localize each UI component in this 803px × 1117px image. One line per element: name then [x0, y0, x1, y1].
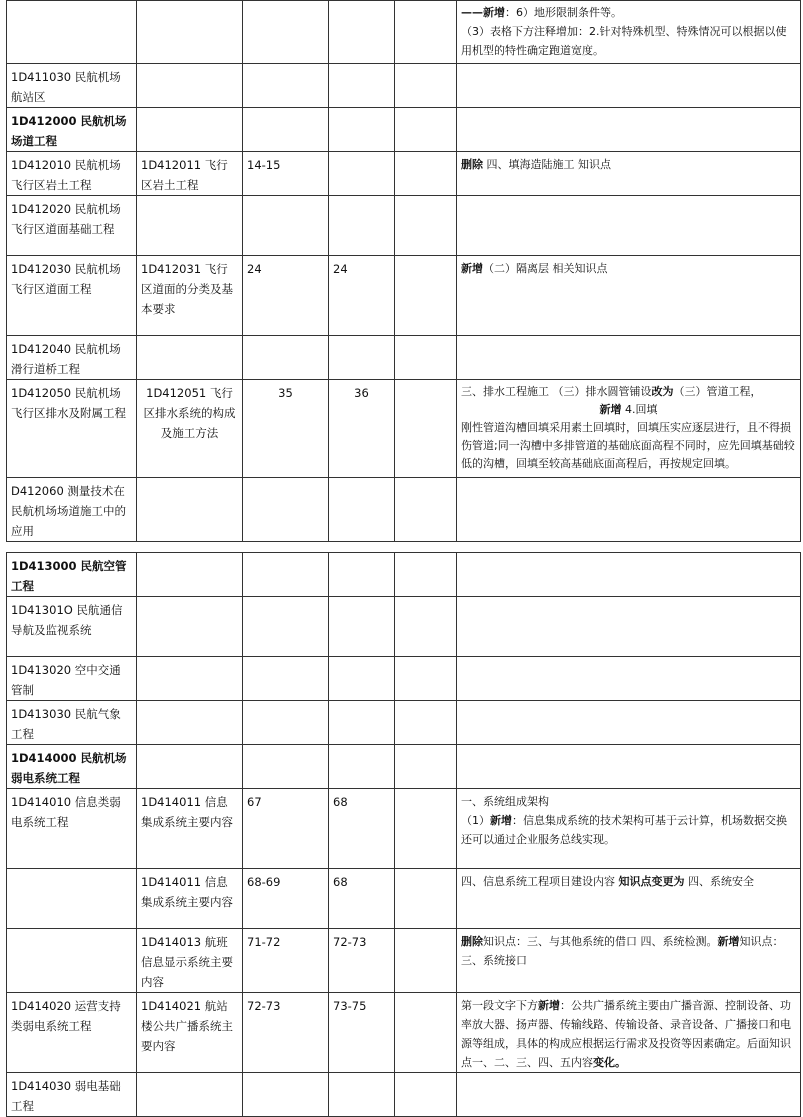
- old-page: 68-69: [243, 869, 329, 929]
- note-text: 知识点：三、系统接口: [461, 935, 784, 967]
- note-keyword: 删除: [461, 935, 483, 948]
- cell: [457, 478, 801, 542]
- old-page: 35: [243, 380, 329, 478]
- table-row: [7, 993, 801, 1073]
- note-keyword: 新增: [490, 814, 512, 827]
- section-code: D412060 测量技术在民航机场场道施工中的应用: [7, 478, 137, 542]
- cell: [329, 336, 395, 380]
- note-text: ：信息集成系统的技术架构可基于云计算，机场数据交换还可以通过企业服务总线实现。: [461, 814, 787, 846]
- cell: [243, 701, 329, 745]
- change-note: [457, 1, 801, 64]
- cell: [395, 336, 457, 380]
- cell: [457, 1073, 801, 1117]
- old-page: 67: [243, 789, 329, 869]
- item-code: 1D412031 飞行区道面的分类及基本要求: [137, 256, 243, 336]
- cell: [395, 597, 457, 657]
- new-page: 68: [329, 869, 395, 929]
- table-row: [7, 380, 801, 478]
- cell: [457, 336, 801, 380]
- cell: [7, 929, 137, 993]
- cell: [395, 745, 457, 789]
- cell: [329, 108, 395, 152]
- cell: [243, 597, 329, 657]
- old-page: 71-72: [243, 929, 329, 993]
- old-page: 14-15: [243, 152, 329, 196]
- cell: [137, 745, 243, 789]
- cell: [329, 701, 395, 745]
- cell: [137, 336, 243, 380]
- cell: [395, 657, 457, 701]
- note-text: 第一段文字下方: [461, 999, 538, 1012]
- cell: [243, 108, 329, 152]
- cell: [395, 701, 457, 745]
- section-code: 1D412030 民航机场飞行区道面工程: [7, 256, 137, 336]
- cell: [395, 108, 457, 152]
- cell: [329, 1, 395, 64]
- item-code: 1D414011 信息集成系统主要内容: [137, 869, 243, 929]
- table-row: [7, 108, 801, 152]
- cell: [243, 478, 329, 542]
- cell: [457, 745, 801, 789]
- note-text: 四、填海造陆施工 知识点: [483, 158, 611, 171]
- note-keyword: 删除: [461, 158, 483, 171]
- table-row: [7, 478, 801, 542]
- table-row: [7, 196, 801, 256]
- cell: [395, 196, 457, 256]
- cell: [395, 993, 457, 1073]
- new-page: 68: [329, 789, 395, 869]
- cell: [329, 1073, 395, 1117]
- note-text: 一、系统组成架构: [461, 795, 549, 808]
- table-row: [7, 869, 801, 929]
- cell: [7, 1, 137, 64]
- note-keyword: 新增: [538, 999, 560, 1012]
- cell: [395, 152, 457, 196]
- cell: [243, 336, 329, 380]
- cell: [243, 1, 329, 64]
- cell: [457, 701, 801, 745]
- note-text: （1）: [461, 814, 490, 827]
- section-code: 1D412050 民航机场飞行区排水及附属工程: [7, 380, 137, 478]
- old-page: 72-73: [243, 993, 329, 1073]
- cell: [395, 869, 457, 929]
- note-keyword: 新增: [717, 935, 740, 948]
- cell: [457, 657, 801, 701]
- item-code: 1D412051 飞行区排水系统的构成及施工方法: [137, 380, 243, 478]
- change-note: [457, 256, 801, 336]
- chapter-code: 1D414000 民航机场弱电系统工程: [7, 745, 137, 789]
- cell: [395, 380, 457, 478]
- section-code: 1D413030 民航气象工程: [7, 701, 137, 745]
- table-row: [7, 1073, 801, 1117]
- table-row: [7, 597, 801, 657]
- cell: [137, 701, 243, 745]
- cell: [243, 553, 329, 597]
- cell: [395, 478, 457, 542]
- cell: [243, 745, 329, 789]
- section-code: 1D412020 民航机场飞行区道面基础工程: [7, 196, 137, 256]
- new-page: 73-75: [329, 993, 395, 1073]
- note-text: 刚性管道沟槽回填采用素土回填时，回填压实应逐层进行，且不得损伤管道;同一沟槽中多排管道的基础底面高程不同时，应先回填基础较低的沟槽，回填至较高基础底面高程后，再按规定回填。: [461, 421, 795, 470]
- note-keyword: 新增: [461, 262, 483, 275]
- table-row: [7, 336, 801, 380]
- table-row: [7, 929, 801, 993]
- item-code: 1D412011 飞行区岩土工程: [137, 152, 243, 196]
- note-keyword: 变化。: [593, 1056, 626, 1069]
- table-row: [7, 745, 801, 789]
- cell: [329, 196, 395, 256]
- table-row: [7, 789, 801, 869]
- item-code: 1D414011 信息集成系统主要内容: [137, 789, 243, 869]
- cell: [329, 478, 395, 542]
- cell: [329, 657, 395, 701]
- section-code: 1D414030 弱电基础工程: [7, 1073, 137, 1117]
- note-text: 四、信息系统工程项目建设内容: [461, 875, 619, 888]
- note-text: （3）表格下方注释增加：2.针对特殊机型、特殊情况可以根据以使用机型的特性确定跑道宽度。: [461, 25, 787, 57]
- changes-table-part-1: [6, 0, 801, 542]
- cell: [243, 657, 329, 701]
- section-code: 1D412040 民航机场滑行道桥工程: [7, 336, 137, 380]
- change-note: [457, 929, 801, 993]
- note-text: 知识点：三、与其他系统的借口 四、系统检测。: [483, 935, 718, 948]
- cell: [329, 553, 395, 597]
- cell: [243, 196, 329, 256]
- cell: [457, 597, 801, 657]
- cell: [243, 64, 329, 108]
- cell: [137, 108, 243, 152]
- cell: [137, 553, 243, 597]
- change-note: [457, 993, 801, 1073]
- cell: [395, 256, 457, 336]
- change-note: [457, 869, 801, 929]
- note-keyword: ——新增: [461, 6, 505, 19]
- note-text: 三、排水工程施工 （三）排水圆管铺设: [461, 385, 652, 398]
- section-code: 1D414010 信息类弱电系统工程: [7, 789, 137, 869]
- table-row: [7, 64, 801, 108]
- note-text: 4.回填: [621, 403, 658, 416]
- item-code: 1D414013 航班信息显示系统主要内容: [137, 929, 243, 993]
- cell: [137, 64, 243, 108]
- note-text: （三）管道工程，: [673, 385, 762, 398]
- cell: [137, 597, 243, 657]
- cell: [329, 745, 395, 789]
- note-text: 四、系统安全: [684, 875, 754, 888]
- cell: [395, 553, 457, 597]
- table-row: [7, 256, 801, 336]
- cell: [137, 1073, 243, 1117]
- cell: [457, 64, 801, 108]
- section-code: 1D414020 运营支持类弱电系统工程: [7, 993, 137, 1073]
- old-page: 24: [243, 256, 329, 336]
- cell: [457, 108, 801, 152]
- cell: [457, 196, 801, 256]
- cell: [137, 1, 243, 64]
- table-row: [7, 553, 801, 597]
- change-note: [457, 152, 801, 196]
- note-keyword: 改为: [651, 385, 674, 398]
- note-text: ：6）地形限制条件等。: [505, 6, 622, 19]
- note-keyword: 知识点变更为: [618, 875, 685, 888]
- change-note: [457, 789, 801, 869]
- chapter-code: 1D412000 民航机场场道工程: [7, 108, 137, 152]
- cell: [329, 597, 395, 657]
- item-code: 1D414021 航站楼公共广播系统主要内容: [137, 993, 243, 1073]
- cell: [7, 869, 137, 929]
- cell: [137, 657, 243, 701]
- new-page: 72-73: [329, 929, 395, 993]
- cell: [395, 1073, 457, 1117]
- cell: [329, 64, 395, 108]
- cell: [137, 196, 243, 256]
- new-page: 24: [329, 256, 395, 336]
- cell: [395, 929, 457, 993]
- new-page: 36: [329, 380, 395, 478]
- cell: [395, 789, 457, 869]
- note-text: （二）隔离层 相关知识点: [483, 262, 608, 275]
- cell: [457, 553, 801, 597]
- section-code: 1D413020 空中交通管制: [7, 657, 137, 701]
- new-page: [329, 152, 395, 196]
- table-row: [7, 152, 801, 196]
- table-row: [7, 657, 801, 701]
- section-code: 1D412010 民航机场飞行区岩土工程: [7, 152, 137, 196]
- cell: [243, 1073, 329, 1117]
- cell: [395, 64, 457, 108]
- section-code: 1D411030 民航机场航站区: [7, 64, 137, 108]
- chapter-code: 1D413000 民航空管工程: [7, 553, 137, 597]
- cell: [395, 1, 457, 64]
- cell: [137, 478, 243, 542]
- table-row: [7, 1, 801, 64]
- section-code: 1D41301O 民航通信导航及监视系统: [7, 597, 137, 657]
- table-row: [7, 701, 801, 745]
- change-note: [457, 380, 801, 478]
- note-text: ：公共广播系统主要由广播音源、控制设备、功率放大器、扬声器、传输线路、传输设备、录音设备、广播接口和电源等组成，具体的构成应根据运行需求及投资等因素确定。后面知识点一、二、三、四、五内容: [461, 999, 791, 1069]
- changes-table-part-2: [6, 552, 801, 1117]
- note-keyword: 新增: [599, 403, 622, 416]
